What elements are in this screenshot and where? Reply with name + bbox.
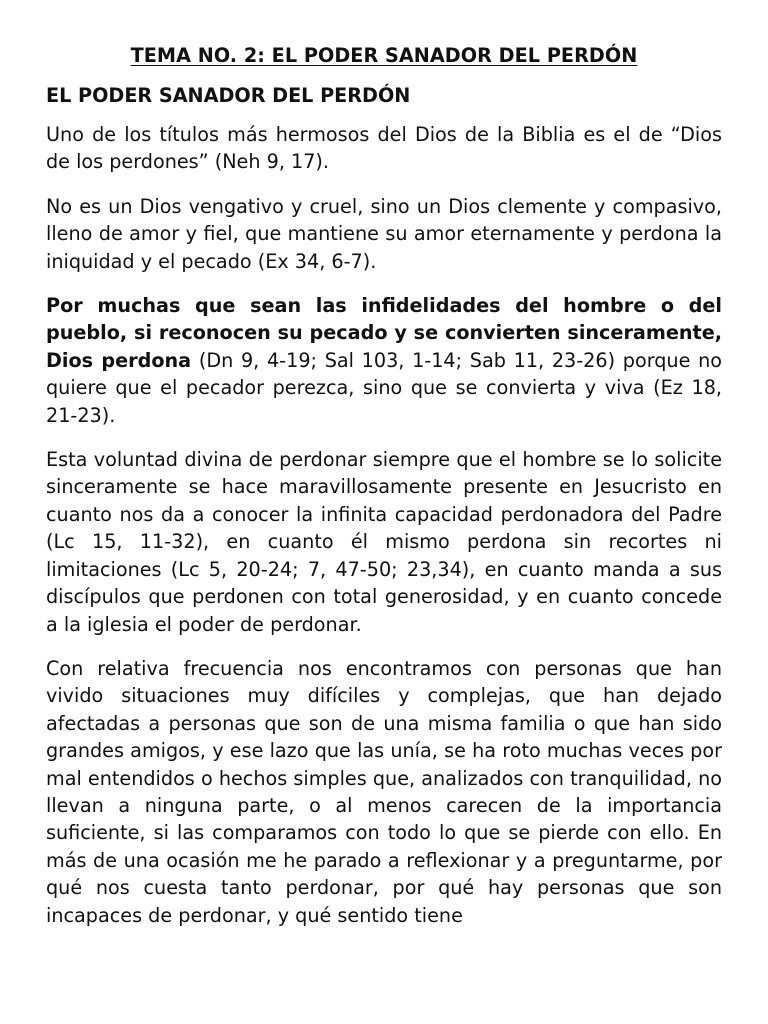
section-heading: EL PODER SANADOR DEL PERDÓN — [46, 84, 411, 107]
document-title: TEMA NO. 2: EL PODER SANADOR DEL PERDÓN — [130, 44, 638, 67]
paragraph-3-bold-text: Por muchas que sean las infidelidades del hombre o del pueblo, si reconocen su pecado y se convierten sinceramente, Dios perdona — [46, 294, 722, 372]
paragraph-3 — [46, 292, 722, 429]
paragraph-5: Con relativa frecuencia nos encontramos con personas que han vivido situaciones muy difíciles y complejas, que han dejado afectadas a personas que son de una misma familia o que han sido grandes amigos, y ese lazo que las unía, se ha roto muchas veces por mal entendidos o hechos simples que, analizados con tranquilidad, no llevan a ninguna parte, o al menos carecen de la importancia suficiente, si las comparamos con todo lo que se pierde con ello. En más de una ocasión me he parado a reflexionar y a preguntarme, por qué nos cuesta tanto perdonar, por qué hay personas que son incapaces de perdonar, y qué sentido tiene — [46, 656, 722, 927]
paragraph-1: Uno de los títulos más hermosos del Dios de la Biblia es el de “Dios de los perdones” (Neh 9, 17). — [46, 123, 722, 174]
paragraph-4: Esta voluntad divina de perdonar siempre que el hombre se lo solicite sinceramente se hace maravillosamente presente en Jesucristo en cuanto nos da a conocer la infinita capacidad perdonadora del Padre (Lc 15, 11-32), en cuanto él mismo perdona sin recortes ni limitaciones (Lc 5, 20-24; 7, 47-50; 23,34), en cuanto manda a sus discípulos que perdonen con total generosidad, y en cuanto concede a la iglesia el poder de perdonar. — [46, 448, 722, 636]
document-body — [46, 42, 722, 929]
paragraph-2: No es un Dios vengativo y cruel, sino un Dios clemente y compasivo, lleno de amor y fiel, que mantiene su amor eternamente y perdona la iniquidad y el pecado (Ex 34, 6-7). — [46, 194, 722, 273]
paragraph-3-regular-text: (Dn 9, 4-19; Sal 103, 1-14; Sab 11, 23-26) porque no quiere que el pecador perezca, sino que se convierta y viva (Ez 18, 21-23). — [46, 348, 723, 427]
